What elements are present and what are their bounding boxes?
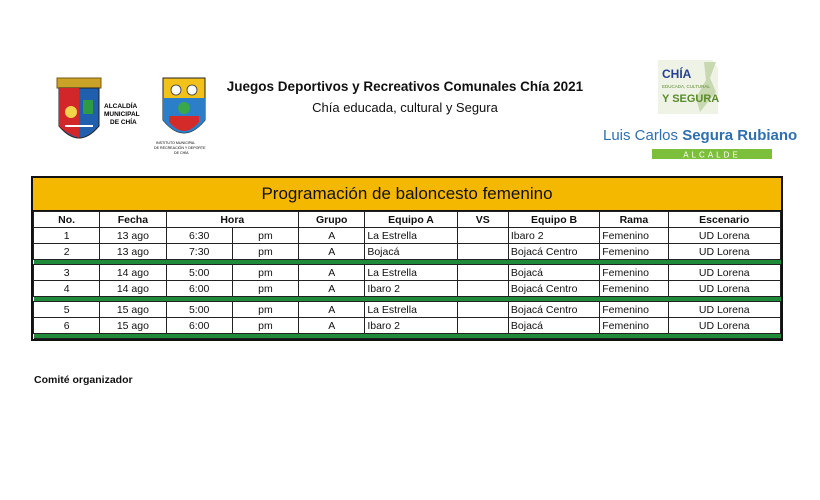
cell-equipo-a: Ibaro 2 xyxy=(365,318,457,334)
cell-no: 1 xyxy=(34,228,100,244)
cell-no: 2 xyxy=(34,244,100,260)
alcaldia-text-2: MUNICIPAL xyxy=(104,111,140,118)
cell-grupo: A xyxy=(299,244,365,260)
col-header-no: No. xyxy=(34,212,100,228)
cell-fecha: 15 ago xyxy=(100,302,166,318)
instituto-text-1: INSTITUTO MUNICIPAL xyxy=(156,141,196,145)
table-row xyxy=(34,228,781,244)
cell-equipo-b: Bojacá Centro xyxy=(508,281,599,297)
table-header-row xyxy=(34,212,781,228)
cell-hora: 6:00 xyxy=(166,318,232,334)
cell-ampm: pm xyxy=(232,302,298,318)
cell-vs xyxy=(457,244,508,260)
col-header-escenario: Escenario xyxy=(668,212,780,228)
cell-hora: 6:30 xyxy=(166,228,232,244)
cell-no: 3 xyxy=(34,265,100,281)
cell-no: 6 xyxy=(34,318,100,334)
col-header-hora: Hora xyxy=(166,212,299,228)
mayor-role: ALCALDE xyxy=(683,150,741,160)
cell-rama: Femenino xyxy=(600,228,668,244)
cell-fecha: 14 ago xyxy=(100,265,166,281)
cell-fecha: 14 ago xyxy=(100,281,166,297)
cell-hora: 6:00 xyxy=(166,281,232,297)
campaign-text-3: Y SEGURA xyxy=(662,93,720,105)
campaign-mayor-logos xyxy=(600,58,798,168)
cell-escenario: UD Lorena xyxy=(668,265,780,281)
cell-grupo: A xyxy=(299,302,365,318)
alcaldia-text-1: ALCALDÍA xyxy=(104,103,138,110)
campaign-logo-icon xyxy=(658,60,719,114)
footer-signature: Comité organizador xyxy=(34,374,133,386)
cell-fecha: 13 ago xyxy=(100,228,166,244)
cell-vs xyxy=(457,265,508,281)
col-header-grupo: Grupo xyxy=(299,212,365,228)
schedule-grid xyxy=(33,211,781,339)
table-banner: Programación de baloncesto femenino xyxy=(33,178,781,211)
cell-grupo: A xyxy=(299,265,365,281)
document-subtitle: Chía educada, cultural y Segura xyxy=(312,100,498,115)
cell-escenario: UD Lorena xyxy=(668,281,780,297)
cell-ampm: pm xyxy=(232,318,298,334)
cell-vs xyxy=(457,281,508,297)
cell-hora: 5:00 xyxy=(166,265,232,281)
cell-equipo-b: Ibaro 2 xyxy=(508,228,599,244)
instituto-text-3: DE CHÍA xyxy=(174,151,189,155)
cell-rama: Femenino xyxy=(600,244,668,260)
cell-grupo: A xyxy=(299,228,365,244)
cell-rama: Femenino xyxy=(600,281,668,297)
cell-hora: 5:00 xyxy=(166,302,232,318)
cell-escenario: UD Lorena xyxy=(668,318,780,334)
cell-no: 5 xyxy=(34,302,100,318)
cell-rama: Femenino xyxy=(600,318,668,334)
cell-ampm: pm xyxy=(232,281,298,297)
table-row xyxy=(34,244,781,260)
cell-equipo-b: Bojacá xyxy=(508,265,599,281)
campaign-text-1: CHÍA xyxy=(662,67,692,81)
table-row xyxy=(34,281,781,297)
alcaldia-instituto-logos xyxy=(55,76,215,158)
cell-escenario: UD Lorena xyxy=(668,302,780,318)
cell-equipo-a: La Estrella xyxy=(365,302,457,318)
cell-escenario: UD Lorena xyxy=(668,228,780,244)
cell-escenario: UD Lorena xyxy=(668,244,780,260)
cell-fecha: 15 ago xyxy=(100,318,166,334)
cell-grupo: A xyxy=(299,318,365,334)
cell-equipo-a: La Estrella xyxy=(365,265,457,281)
alcaldia-shield-icon xyxy=(57,78,101,138)
mayor-name: Luis Carlos Segura Rubiano xyxy=(603,127,798,144)
col-header-rama: Rama xyxy=(600,212,668,228)
cell-rama: Femenino xyxy=(600,265,668,281)
cell-grupo: A xyxy=(299,281,365,297)
col-header-equipo-b: Equipo B xyxy=(508,212,599,228)
table-row xyxy=(34,318,781,334)
cell-vs xyxy=(457,228,508,244)
cell-vs xyxy=(457,318,508,334)
col-header-fecha: Fecha xyxy=(100,212,166,228)
cell-hora: 7:30 xyxy=(166,244,232,260)
table-row xyxy=(34,302,781,318)
cell-no: 4 xyxy=(34,281,100,297)
cell-equipo-b: Bojacá Centro xyxy=(508,302,599,318)
cell-equipo-a: La Estrella xyxy=(365,228,457,244)
col-header-vs: VS xyxy=(457,212,508,228)
instituto-text-2: DE RECREACIÓN Y DEPORTE xyxy=(154,146,206,150)
cell-equipo-b: Bojacá xyxy=(508,318,599,334)
cell-fecha: 13 ago xyxy=(100,244,166,260)
instituto-shield-icon xyxy=(163,78,205,133)
schedule-table xyxy=(31,176,783,341)
table-bottom-band xyxy=(34,334,781,339)
cell-ampm: pm xyxy=(232,265,298,281)
cell-ampm: pm xyxy=(232,228,298,244)
alcaldia-text-3: DE CHÍA xyxy=(110,119,137,126)
cell-equipo-b: Bojacá Centro xyxy=(508,244,599,260)
col-header-equipo-a: Equipo A xyxy=(365,212,457,228)
table-row xyxy=(34,265,781,281)
cell-equipo-a: Bojacá xyxy=(365,244,457,260)
cell-equipo-a: Ibaro 2 xyxy=(365,281,457,297)
cell-rama: Femenino xyxy=(600,302,668,318)
campaign-text-2: EDUCADA, CULTURAL xyxy=(662,84,710,89)
document-title: Juegos Deportivos y Recreativos Comunales Chía 2021 xyxy=(226,79,584,94)
cell-vs xyxy=(457,302,508,318)
cell-ampm: pm xyxy=(232,244,298,260)
